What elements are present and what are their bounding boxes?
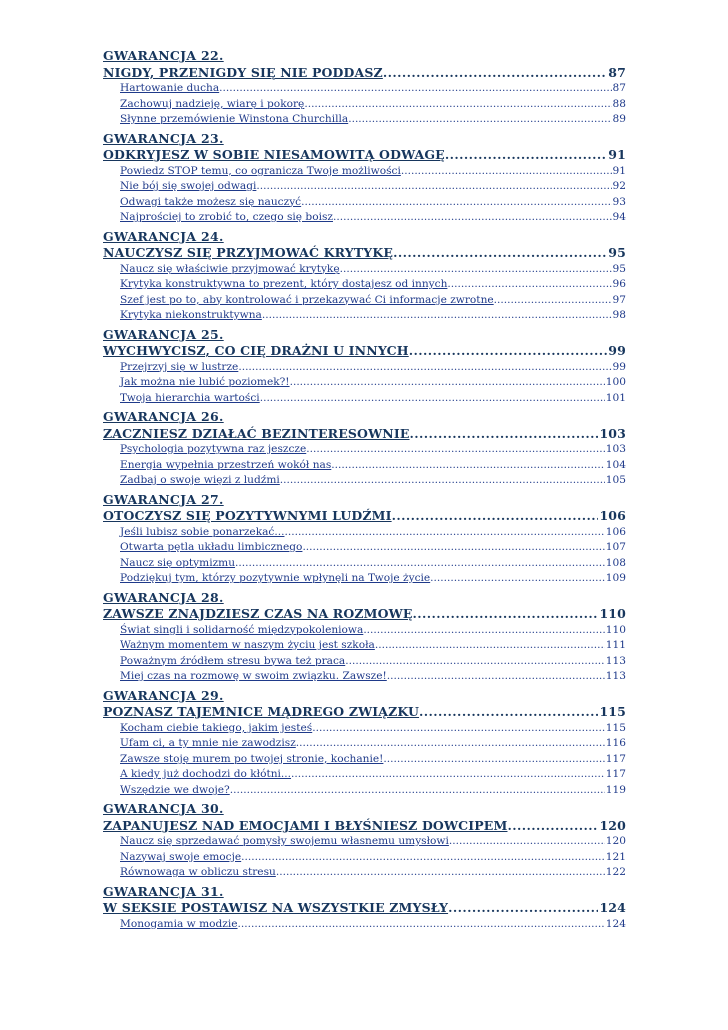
section-page-number: 106	[599, 508, 626, 523]
subsection-page-number: 115	[605, 721, 626, 734]
subsection-title-link[interactable]: Monogamia w modzie	[120, 917, 238, 930]
subsection-list	[103, 262, 626, 324]
subsection-entry[interactable]	[120, 736, 626, 752]
dot-leader	[430, 571, 605, 587]
guarantee-number-link[interactable]: GWARANCJA 31.	[103, 883, 224, 899]
subsection-page-number: 117	[605, 768, 626, 780]
subsection-entry[interactable]	[120, 293, 626, 309]
subsection-title-link[interactable]: Miej czas na rozmowę w swoim związku. Zawsze!	[120, 670, 387, 682]
toc-section	[103, 492, 626, 587]
subsection-title-link[interactable]: Wszędzie we dwoje?	[120, 783, 230, 796]
subsection-page-number: 89	[612, 113, 626, 125]
subsection-list	[103, 917, 626, 933]
subsection-title-link[interactable]: Energia wypełnia przestrzeń wokół nas	[120, 458, 332, 471]
dot-leader	[219, 81, 611, 97]
subsection-page-number: 117	[605, 752, 626, 765]
toc-section	[103, 688, 626, 799]
subsection-page-number: 108	[605, 556, 626, 569]
dot-leader	[276, 865, 605, 881]
section-heading-entry[interactable]	[103, 65, 626, 82]
section-page-number: 91	[608, 147, 626, 162]
section-heading-entry[interactable]	[103, 426, 626, 443]
dot-leader	[345, 654, 605, 670]
dot-leader	[256, 179, 611, 195]
subsection-title-link[interactable]: Ważnym momentem w naszym życiu jest szkoła	[120, 639, 375, 651]
dot-leader	[306, 442, 605, 458]
subsection-title-link[interactable]: Zachowuj nadzieję, wiarę i pokorę	[120, 97, 305, 110]
subsection-page-number: 124	[605, 917, 626, 930]
dot-leader	[409, 343, 608, 360]
dot-leader	[291, 767, 605, 783]
subsection-entry[interactable]	[120, 164, 626, 180]
subsection-title-link[interactable]: Zawsze stoję murem po twojej stronie, kochanie!	[120, 752, 384, 765]
section-page-number: 87	[608, 64, 626, 80]
section-page-number: 95	[608, 245, 626, 260]
subsection-page-number: 87	[612, 82, 626, 94]
dot-leader	[238, 917, 605, 933]
dot-leader	[262, 308, 612, 324]
dot-leader	[260, 391, 605, 407]
section-title-link[interactable]: POZNASZ TAJEMNICE MĄDREGO ZWIĄZKU	[103, 704, 420, 719]
subsection-entry[interactable]	[120, 669, 626, 685]
subsection-entry[interactable]	[120, 638, 626, 654]
subsection-entry[interactable]	[120, 473, 626, 489]
subsection-title-link[interactable]: Twoja hierarchia wartości	[120, 391, 260, 404]
subsection-page-number: 106	[605, 525, 626, 538]
subsection-title-link[interactable]: Szef jest po to, aby kontrolować i przekazywać Ci informacje zwrotne	[120, 293, 494, 306]
dot-leader	[375, 638, 605, 654]
section-title-link[interactable]: ZACZNIESZ DZIAŁAĆ BEZINTERESOWNIE	[103, 425, 410, 441]
guarantee-number-link[interactable]: GWARANCJA 25.	[103, 326, 224, 342]
subsection-title-link[interactable]: Zadbaj o swoje więzi z ludźmi	[120, 474, 280, 486]
subsection-page-number: 98	[612, 309, 626, 321]
subsection-list	[103, 721, 626, 799]
subsection-page-number: 101	[605, 391, 626, 404]
subsection-title-link[interactable]: Krytyka niekonstruktywna	[120, 309, 262, 321]
subsection-page-number: 93	[612, 195, 626, 208]
subsection-page-number: 94	[612, 211, 626, 223]
subsection-title-link[interactable]: Odwagi także możesz się nauczyć	[120, 195, 302, 208]
subsection-page-number: 96	[612, 278, 626, 290]
subsection-entry[interactable]	[120, 308, 626, 324]
subsection-entry[interactable]	[120, 179, 626, 195]
dot-leader	[413, 606, 599, 623]
toc-section	[103, 590, 626, 685]
guarantee-number-link[interactable]: GWARANCJA 28.	[103, 589, 224, 605]
dot-leader	[290, 375, 605, 391]
dot-leader	[230, 783, 605, 799]
subsection-page-number: 95	[612, 262, 626, 275]
subsection-entry[interactable]	[120, 752, 626, 768]
dot-leader	[340, 262, 612, 278]
guarantee-number-link[interactable]: GWARANCJA 22.	[103, 48, 224, 63]
subsection-entry[interactable]	[120, 865, 626, 881]
subsection-entry[interactable]	[120, 375, 626, 391]
dot-leader	[312, 721, 605, 737]
dot-leader	[304, 97, 611, 113]
subsection-page-number: 110	[605, 623, 626, 636]
subsection-title-link[interactable]: Krytyka konstruktywna to prezent, który dostajesz od innych	[120, 278, 448, 290]
subsection-entry[interactable]	[120, 540, 626, 556]
dot-leader	[302, 540, 604, 556]
subsection-page-number: 88	[612, 97, 626, 110]
subsection-page-number: 116	[605, 737, 626, 749]
subsection-page-number: 119	[605, 783, 626, 796]
subsection-entry[interactable]	[120, 81, 626, 97]
section-title-link[interactable]: ODKRYJESZ W SOBIE NIESAMOWITĄ ODWAGĘ	[103, 147, 445, 162]
section-title-link[interactable]: NAUCZYSZ SIĘ PRZYJMOWAĆ KRYTYKĘ	[103, 245, 394, 260]
subsection-page-number: 113	[605, 654, 626, 667]
section-page-number: 103	[599, 425, 626, 441]
subsection-list	[103, 164, 626, 226]
subsection-title-link[interactable]: Nazywaj swoje emocje	[120, 850, 242, 863]
dot-leader	[401, 164, 612, 180]
guarantee-number-link[interactable]: GWARANCJA 23.	[103, 130, 224, 146]
dot-leader	[387, 669, 605, 685]
dot-leader	[333, 210, 612, 226]
section-page-number: 124	[599, 900, 626, 915]
dot-leader	[235, 556, 605, 572]
subsection-title-link[interactable]: Kocham ciebie takiego, jakim jesteś	[120, 721, 313, 734]
subsection-entry[interactable]	[120, 834, 626, 850]
subsection-title-link[interactable]: Naucz się sprzedawać pomysły swojemu własnemu umysłowi	[120, 835, 449, 847]
subsection-page-number: 103	[605, 443, 626, 455]
guarantee-number-link[interactable]: GWARANCJA 26.	[103, 409, 224, 424]
dot-leader	[392, 508, 599, 525]
subsection-entry[interactable]	[120, 571, 626, 587]
subsection-entry[interactable]	[120, 767, 626, 783]
guarantee-number-link[interactable]: GWARANCJA 27.	[103, 491, 224, 507]
subsection-page-number: 92	[612, 180, 626, 192]
subsection-page-number: 105	[605, 474, 626, 486]
table-of-contents	[103, 48, 626, 933]
subsection-page-number: 107	[605, 541, 626, 553]
subsection-list	[103, 81, 626, 128]
dot-leader	[331, 458, 604, 474]
subsection-title-link[interactable]: Najprościej to zrobić to, czego się boisz	[120, 211, 333, 223]
dot-leader	[363, 623, 604, 639]
subsection-list	[103, 834, 626, 881]
subsection-title-link[interactable]: Naucz się właściwie przyjmować krytykę	[120, 262, 340, 275]
toc-section	[103, 327, 626, 407]
dot-leader	[280, 473, 605, 489]
subsection-entry[interactable]	[120, 391, 626, 407]
dot-leader	[449, 834, 605, 850]
dot-leader	[238, 360, 611, 376]
subsection-page-number: 97	[612, 293, 626, 306]
subsection-entry[interactable]	[120, 210, 626, 226]
guarantee-number-link[interactable]: GWARANCJA 30.	[103, 801, 224, 816]
subsection-entry[interactable]	[120, 623, 626, 639]
subsection-title-link[interactable]: Nie bój się swojej odwagi	[120, 180, 257, 192]
section-heading-entry[interactable]	[103, 147, 626, 164]
subsection-entry[interactable]	[120, 783, 626, 799]
toc-section	[103, 131, 626, 226]
subsection-entry[interactable]	[120, 262, 626, 278]
toc-section	[103, 884, 626, 933]
subsection-entry[interactable]	[120, 850, 626, 866]
subsection-entry[interactable]	[120, 97, 626, 113]
subsection-title-link[interactable]: Równowaga w obliczu stresu	[120, 866, 276, 878]
toc-section	[103, 409, 626, 489]
section-page-number: 99	[608, 343, 626, 358]
dot-leader	[507, 818, 598, 835]
section-page-number: 115	[599, 704, 626, 719]
dot-leader	[447, 277, 611, 293]
subsection-title-link[interactable]: Jeśli lubisz sobie ponarzekać...	[120, 525, 285, 538]
section-title-link[interactable]: NIGDY, PRZENIGDY SIĘ NIE PODDASZ	[103, 64, 383, 80]
dot-leader	[419, 704, 598, 721]
subsection-title-link[interactable]: Psychologia pozytywna raz jeszcze	[120, 443, 307, 455]
subsection-entry[interactable]	[120, 721, 626, 737]
subsection-page-number: 122	[605, 866, 626, 878]
subsection-entry[interactable]	[120, 654, 626, 670]
subsection-list	[103, 623, 626, 685]
section-title-link[interactable]: OTOCZYSZ SIĘ POZYTYWNYMI LUDŹMI	[103, 508, 392, 523]
subsection-page-number: 109	[605, 572, 626, 584]
subsection-page-number: 113	[605, 670, 626, 682]
subsection-entry[interactable]	[120, 917, 626, 933]
dot-leader	[383, 65, 607, 82]
toc-section	[103, 801, 626, 881]
dot-leader	[383, 752, 604, 768]
section-heading-entry[interactable]	[103, 818, 626, 835]
dot-leader	[393, 245, 607, 262]
subsection-title-link[interactable]: Podziękuj tym, którzy pozytywnie wpłynęli na Twoje życie	[120, 572, 431, 584]
dot-leader	[296, 736, 605, 752]
section-heading-entry[interactable]	[103, 900, 626, 917]
subsection-title-link[interactable]: Świat singli i solidarność międzypokoleniowa	[120, 623, 364, 636]
subsection-entry[interactable]	[120, 277, 626, 293]
dot-leader	[348, 112, 611, 128]
subsection-title-link[interactable]: A kiedy już dochodzi do kłótni...	[120, 768, 292, 780]
section-heading-entry[interactable]	[103, 606, 626, 623]
subsection-entry[interactable]	[120, 556, 626, 572]
dot-leader	[494, 293, 612, 309]
section-page-number: 110	[599, 606, 626, 621]
dot-leader	[241, 850, 605, 866]
subsection-title-link[interactable]: Jak można nie lubić poziomek?!	[120, 376, 290, 388]
section-heading-entry[interactable]	[103, 245, 626, 262]
subsection-list	[103, 525, 626, 587]
section-heading-entry[interactable]	[103, 704, 626, 721]
dot-leader	[284, 525, 604, 541]
section-title-link[interactable]: WYCHWYCISZ, CO CIĘ DRAŻNI U INNYCH	[103, 343, 409, 358]
dot-leader	[445, 147, 607, 164]
subsection-entry[interactable]	[120, 195, 626, 211]
subsection-page-number: 91	[612, 164, 626, 177]
subsection-page-number: 121	[605, 850, 626, 863]
section-title-link[interactable]: ZAPANUJESZ NAD EMOCJAMI I BŁYŚNIESZ DOWCIPEM	[103, 817, 508, 833]
subsection-page-number: 99	[612, 360, 626, 373]
subsection-entry[interactable]	[120, 442, 626, 458]
subsection-entry[interactable]	[120, 360, 626, 376]
guarantee-number-link[interactable]: GWARANCJA 24.	[103, 228, 224, 244]
section-page-number: 120	[599, 817, 626, 833]
subsection-entry[interactable]	[120, 458, 626, 474]
subsection-title-link[interactable]: Powiedz STOP temu, co ogranicza Twoje możliwości	[120, 164, 401, 177]
subsection-page-number: 100	[605, 376, 626, 388]
subsection-page-number: 120	[605, 835, 626, 847]
subsection-entry[interactable]	[120, 112, 626, 128]
subsection-title-link[interactable]: Ufam ci, a ty mnie nie zawodzisz	[120, 737, 296, 749]
dot-leader	[301, 195, 611, 211]
guarantee-number-link[interactable]: GWARANCJA 29.	[103, 687, 224, 703]
subsection-title-link[interactable]: Naucz się optymizmu	[120, 556, 236, 569]
subsection-list	[103, 360, 626, 407]
section-title-link[interactable]: W SEKSIE POSTAWISZ NA WSZYSTKIE ZMYSŁY	[103, 900, 449, 915]
subsection-title-link[interactable]: Słynne przemówienie Winstona Churchilla	[120, 113, 349, 125]
section-heading-entry[interactable]	[103, 343, 626, 360]
toc-section	[103, 48, 626, 128]
subsection-title-link[interactable]: Otwarta pętla układu limbicznego	[120, 541, 303, 553]
subsection-title-link[interactable]: Hartowanie ducha	[120, 82, 220, 94]
subsection-page-number: 111	[605, 639, 626, 651]
dot-leader	[410, 426, 599, 443]
subsection-page-number: 104	[605, 458, 626, 471]
subsection-list	[103, 442, 626, 489]
section-title-link[interactable]: ZAWSZE ZNAJDZIESZ CZAS NA ROZMOWĘ	[103, 606, 413, 621]
subsection-title-link[interactable]: Przejrzyj się w lustrze	[120, 360, 239, 373]
subsection-entry[interactable]	[120, 525, 626, 541]
dot-leader	[448, 900, 598, 917]
section-heading-entry[interactable]	[103, 508, 626, 525]
subsection-title-link[interactable]: Poważnym źródłem stresu bywa też praca	[120, 654, 346, 667]
toc-section	[103, 229, 626, 324]
